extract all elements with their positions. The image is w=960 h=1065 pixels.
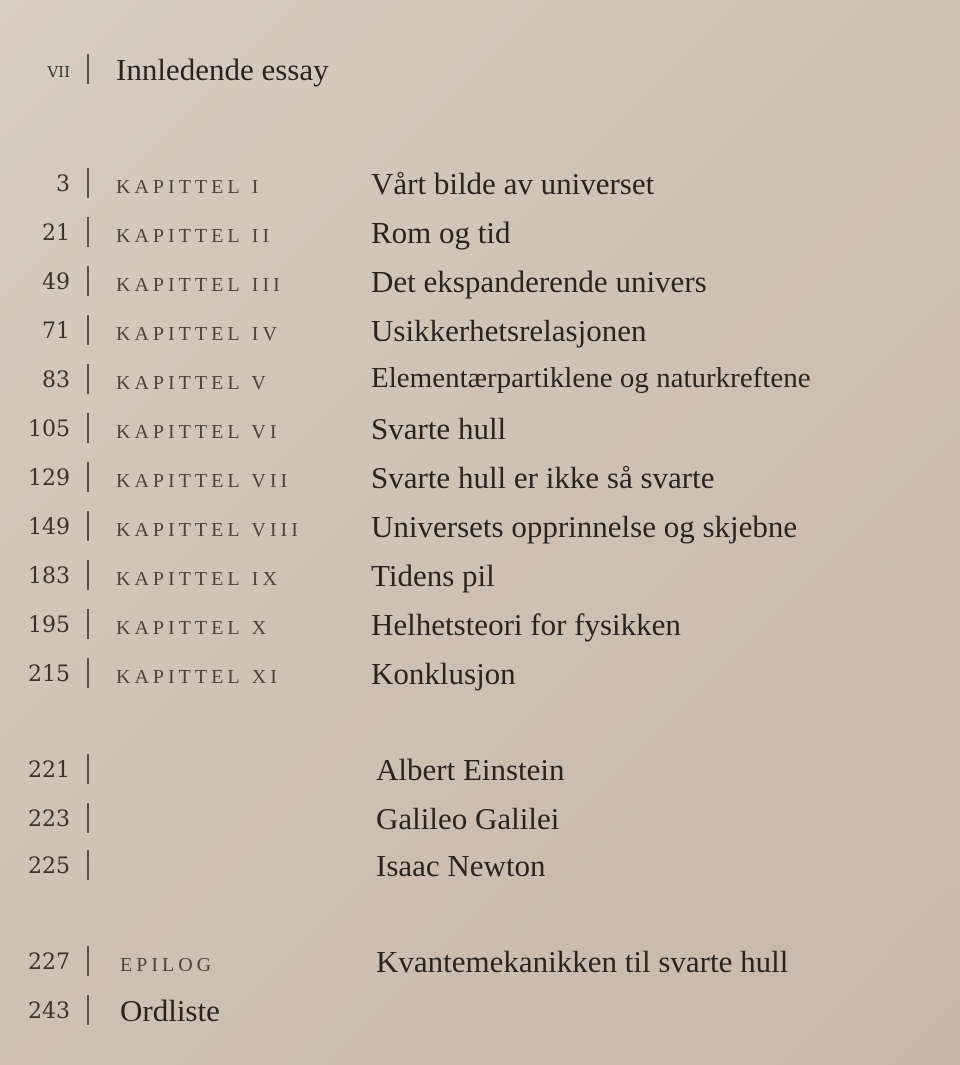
page-number: 83: [42, 368, 70, 393]
entry-title: Helhetsteori for fysikken: [371, 607, 681, 642]
entry-title: Isaac Newton: [376, 848, 546, 883]
page-number: 149: [28, 515, 70, 540]
divider: [87, 413, 89, 443]
chapter-label: KAPITTEL I: [116, 176, 263, 198]
page-number: 183: [28, 564, 70, 589]
divider: [87, 315, 89, 345]
entry-title: Innledende essay: [116, 52, 329, 87]
chapter-label: KAPITTEL II: [116, 225, 274, 247]
chapter-label: KAPITTEL IV: [116, 323, 281, 345]
toc-entry-chapter-11[interactable]: [0, 654, 960, 694]
page-number: 243: [28, 999, 70, 1024]
page-number: 21: [42, 221, 70, 246]
toc-entry-epilog[interactable]: [0, 942, 960, 982]
divider: [87, 995, 89, 1025]
entry-title: Tidens pil: [371, 558, 495, 593]
page-number: 71: [42, 319, 70, 344]
entry-title: Rom og tid: [371, 215, 511, 250]
entry-title: Usikkerhetsrelasjonen: [371, 313, 647, 348]
page-number: 227: [28, 950, 70, 975]
toc-entry-chapter-10[interactable]: [0, 605, 960, 645]
toc-entry-chapter-5[interactable]: [0, 360, 960, 400]
toc-entry-einstein[interactable]: [0, 750, 960, 790]
entry-title: Konklusjon: [371, 656, 516, 691]
toc-entry-chapter-6[interactable]: [0, 409, 960, 449]
toc-entry-glossary[interactable]: [0, 991, 960, 1031]
chapter-label: KAPITTEL V: [116, 372, 270, 394]
divider: [87, 658, 89, 688]
entry-title: Ordliste: [120, 993, 220, 1028]
entry-title: Albert Einstein: [376, 752, 565, 787]
toc-entry-newton[interactable]: [0, 846, 960, 886]
entry-title: Vårt bilde av universet: [371, 166, 655, 201]
divider: [87, 54, 89, 84]
page-number: 49: [42, 270, 70, 295]
entry-title: Universets opprinnelse og skjebne: [371, 509, 798, 544]
toc-entry-chapter-9[interactable]: [0, 556, 960, 596]
entry-title: Kvantemekanikken til svarte hull: [376, 944, 789, 979]
entry-title: Elementærpartiklene og naturkreftene: [371, 362, 811, 394]
chapter-label: KAPITTEL IX: [116, 568, 281, 590]
toc-entry-chapter-4[interactable]: [0, 311, 960, 351]
divider: [87, 946, 89, 976]
section-label: EPILOG: [120, 954, 216, 976]
page-number: vii: [47, 58, 70, 83]
chapter-label: KAPITTEL VIII: [116, 519, 302, 541]
toc-entry-intro[interactable]: [0, 50, 960, 90]
divider: [87, 217, 89, 247]
divider: [87, 850, 89, 880]
page-number: 195: [28, 613, 70, 638]
divider: [87, 266, 89, 296]
entry-title: Det ekspanderende univers: [371, 264, 707, 299]
toc-entry-chapter-3[interactable]: [0, 262, 960, 302]
page-number: 223: [28, 807, 70, 832]
page-number: 129: [28, 466, 70, 491]
divider: [87, 560, 89, 590]
page-number: 105: [28, 417, 70, 442]
toc-entry-chapter-1[interactable]: [0, 164, 960, 204]
divider: [87, 168, 89, 198]
toc-entry-chapter-7[interactable]: [0, 458, 960, 498]
entry-title: Svarte hull er ikke så svarte: [371, 460, 715, 495]
page-number: 3: [56, 172, 70, 197]
chapter-label: KAPITTEL VII: [116, 470, 292, 492]
chapter-label: KAPITTEL VI: [116, 421, 281, 443]
toc-entry-galilei[interactable]: [0, 799, 960, 839]
toc-entry-chapter-2[interactable]: [0, 213, 960, 253]
divider: [87, 462, 89, 492]
divider: [87, 511, 89, 541]
chapter-label: KAPITTEL XI: [116, 666, 281, 688]
chapter-label: KAPITTEL III: [116, 274, 284, 296]
entry-title: Galileo Galilei: [376, 801, 560, 836]
toc-entry-chapter-8[interactable]: [0, 507, 960, 547]
divider: [87, 364, 89, 394]
page-number: 221: [28, 758, 70, 783]
page-number: 225: [28, 854, 70, 879]
entry-title: Svarte hull: [371, 411, 507, 446]
page-number: 215: [28, 662, 70, 687]
divider: [87, 754, 89, 784]
divider: [87, 803, 89, 833]
divider: [87, 609, 89, 639]
chapter-label: KAPITTEL X: [116, 617, 271, 639]
